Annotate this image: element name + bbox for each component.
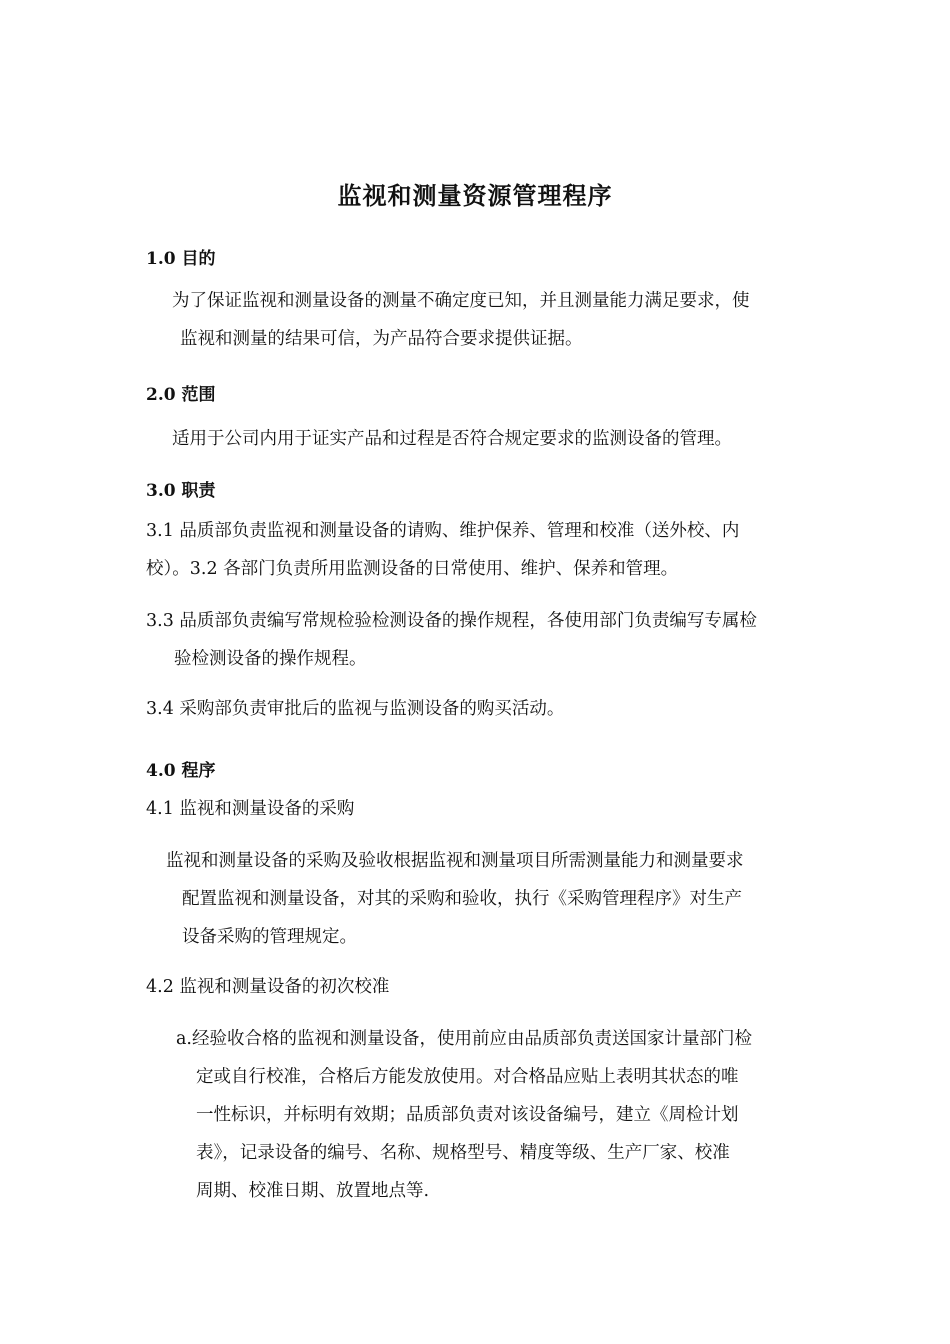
procedure-line: 一性标识，并标明有效期；品质部负责对该设备编号，建立《周检计划 [196,1105,739,1125]
responsibility-line: 3.1 品质部负责监视和测量设备的请购、维护保养、管理和校准（送外校、内 [146,521,740,541]
purpose-line: 为了保证监视和测量设备的测量不确定度已知，并且测量能力满足要求，使 [172,291,750,311]
subheading-line: 4.1 监视和测量设备的采购 [146,799,355,819]
heading-scope: 2.0 范围 [146,385,216,405]
procedure-4-1-paragraph [166,842,744,956]
procedure-line: 配置监视和测量设备，对其的采购和验收，执行《采购管理程序》对生产 [182,889,742,909]
procedure-line: 设备采购的管理规定。 [182,927,357,947]
responsibility-line: 校）。3.2 各部门负责所用监测设备的日常使用、维护、保养和管理。 [146,559,679,579]
heading-purpose: 1.0 目的 [146,249,216,269]
scope-paragraph [172,420,732,458]
purpose-line: 监视和测量的结果可信，为产品符合要求提供证据。 [180,329,583,349]
responsibility-item-3-4 [146,690,564,728]
subheading-4-1 [146,790,354,828]
scope-line: 适用于公司内用于证实产品和过程是否符合规定要求的监测设备的管理。 [172,429,732,449]
procedure-line: 周期、校准日期、放置地点等. [196,1181,430,1201]
purpose-paragraph [172,282,750,358]
heading-responsibility: 3.0 职责 [146,481,216,501]
responsibility-line: 验检测设备的操作规程。 [174,649,367,669]
subheading-line: 4.2 监视和测量设备的初次校准 [146,977,390,997]
procedure-4-2-paragraph [176,1020,752,1210]
responsibility-line: 3.4 采购部负责审批后的监视与监测设备的购买活动。 [146,699,565,719]
procedure-line: a.经验收合格的监视和测量设备，使用前应由品质部负责送国家计量部门检 [176,1029,752,1049]
responsibility-line: 3.3 品质部负责编写常规检验检测设备的操作规程，各使用部门负责编写专属检 [146,611,757,631]
responsibility-item-3-1 [146,512,739,588]
document-title: 监视和测量资源管理程序 [337,181,613,210]
procedure-line: 定或自行校准，合格后方能发放使用。对合格品应贴上表明其状态的唯 [196,1067,739,1087]
heading-procedure: 4.0 程序 [146,761,216,781]
subheading-4-2 [146,968,389,1006]
procedure-line: 表》，记录设备的编号、名称、规格型号、精度等级、生产厂家、校准 [196,1143,730,1163]
procedure-line: 监视和测量设备的采购及验收根据监视和测量项目所需测量能力和测量要求 [166,851,744,871]
responsibility-item-3-3 [146,602,757,678]
